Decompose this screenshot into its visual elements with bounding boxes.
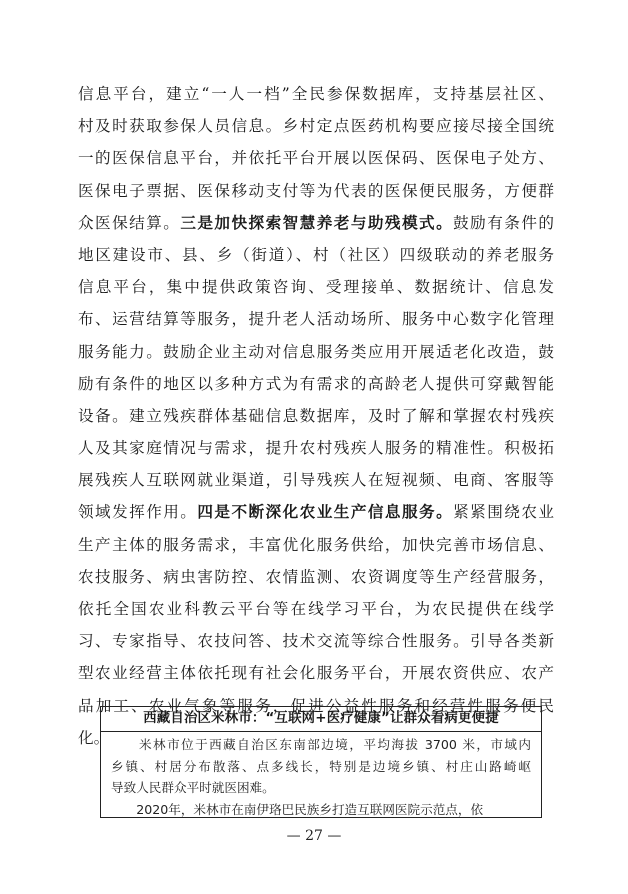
line-text: 习、专家指导、农技问答、技术交流等综合性服务。引导各类新 (78, 632, 554, 651)
case-study-line: 乡镇、村居分布散落、点多线长，特别是边境乡镇、村庄山路崎岖 (111, 758, 531, 774)
case-study-title: 西藏自治区米林市：“互联网+医疗健康”让群众看病更便捷 (101, 707, 541, 732)
paragraph-line (78, 303, 554, 335)
line-text: 展残疾人互联网就业渠道，引导残疾人在短视频、电商、客服等 (78, 471, 554, 490)
line-text: 励有条件的地区以多种方式为有需求的高龄老人提供可穿戴智能 (78, 374, 554, 393)
case-study-body (101, 732, 541, 820)
line-text: 布、运营结算等服务，提升老人活动场所、服务中心数字化管理 (78, 310, 554, 329)
paragraph-line (78, 432, 554, 464)
paragraph-line (78, 271, 554, 303)
paragraph-line (78, 175, 554, 207)
bold-heading-text: 三是加快探索智慧养老与助残模式。 (180, 212, 454, 232)
paragraph-line (78, 464, 554, 496)
line-text: 村及时获取参保人员信息。乡村定点医药机构要应接尽接全国统 (78, 117, 554, 136)
paragraph-line (78, 496, 554, 528)
paragraph-line (78, 207, 554, 239)
line-text: 人及其家庭情况与需求，提升农村残疾人服务的精准性。积极拓 (78, 439, 554, 458)
line-text: 鼓励有条件的 (453, 213, 554, 232)
case-study-box (100, 706, 542, 818)
line-text: 信息平台，建立“一人一档”全民参保数据库，支持基层社区、 (78, 85, 554, 103)
paragraph-line (78, 561, 554, 593)
paragraph-line (78, 529, 554, 561)
paragraph-line (78, 239, 554, 271)
case-study-line: 2020年，米林市在南伊珞巴民族乡打造互联网医院示范点，依 (111, 801, 484, 817)
case-study-line: 导致人民群众平时就医困难。 (111, 780, 275, 795)
paragraph-line (78, 110, 554, 142)
paragraph-line (78, 593, 554, 625)
paragraph-line (78, 657, 554, 689)
line-text: 信息平台，集中提供政策咨询、受理接单、数据统计、信息发 (78, 278, 554, 297)
line-text: 农技服务、病虫害防控、农情监测、农资调度等生产经营服务， (78, 567, 554, 586)
line-text: 医保电子票据、医保移动支付等为代表的医保便民服务，方便群 (78, 181, 554, 200)
line-text: 生产主体的服务需求，丰富优化服务供给，加快完善市场信息、 (78, 535, 554, 554)
case-study-line: 米林市位于西藏自治区东南部边境，平均海拔 3700 米，市域内 (111, 737, 531, 752)
paragraph-line (78, 336, 554, 368)
line-text: 设备。建立残疾群体基础信息数据库，及时了解和掌握农村残疾 (78, 406, 554, 425)
line-text: 紧紧围绕农业 (453, 503, 554, 522)
paragraph-line (78, 368, 554, 400)
body-text (78, 78, 554, 754)
line-text: 依托全国农业科教云平台等在线学习平台，为农民提供在线学 (78, 600, 554, 618)
line-text: 一的医保信息平台，并依托平台开展以医保码、医保电子处方、 (78, 149, 554, 168)
line-text: 服务能力。鼓励企业主动对信息服务类应用开展适老化改造，鼓 (78, 342, 554, 361)
line-text: 化。 (78, 728, 110, 747)
paragraph-line (78, 400, 554, 432)
line-text: 品加工、农业气象等服务，促进公益性服务和经营性服务便民 (78, 696, 554, 715)
paragraph-line (78, 142, 554, 174)
page-number: — 27 — (286, 828, 342, 844)
line-text: 地区建设市、县、乡（街道）、村（社区）四级联动的养老服务 (78, 245, 554, 264)
line-text: 领域发挥作用。 (78, 503, 198, 522)
paragraph-line (78, 78, 554, 110)
bold-heading-text: 四是不断深化农业生产信息服务。 (197, 502, 454, 522)
paragraph-line (78, 625, 554, 657)
line-text: 众医保结算。 (78, 213, 181, 232)
line-text: 型农业经营主体依托现有社会化服务平台，开展农资供应、农产 (78, 664, 554, 683)
